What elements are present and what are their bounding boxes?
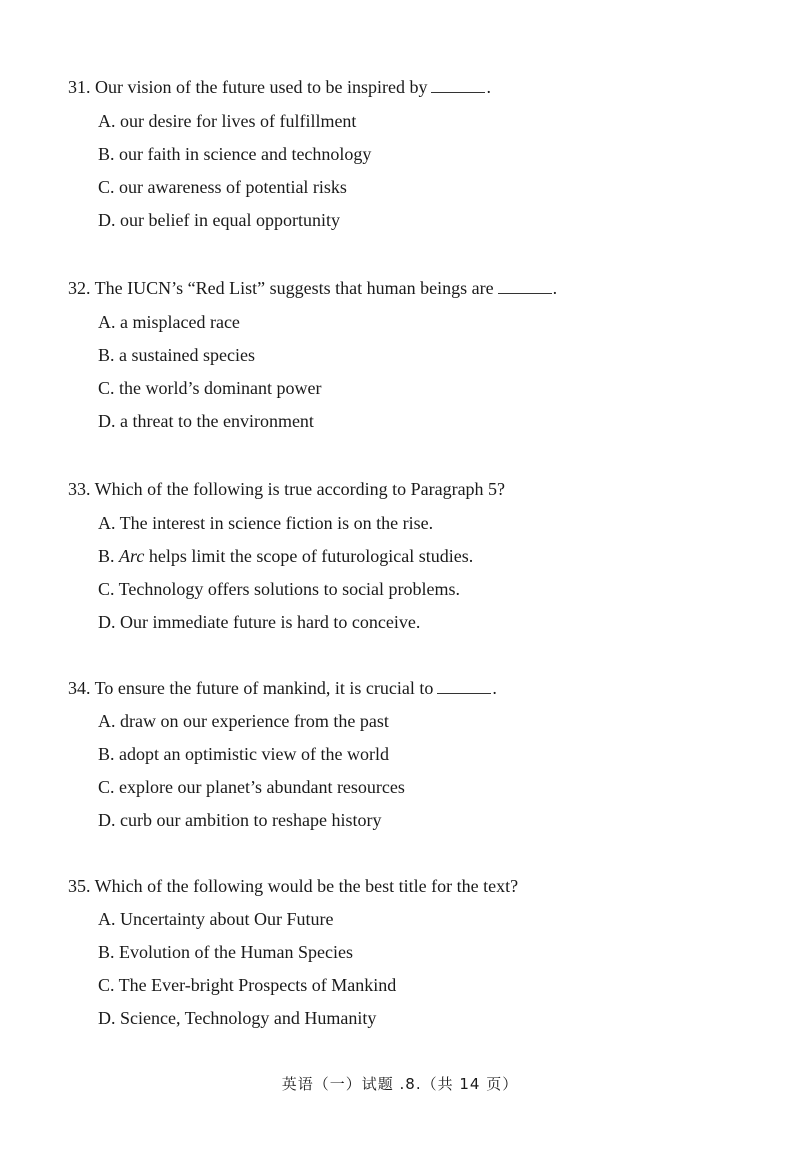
question-stem: 35. Which of the following would be the best title for the text? [68, 876, 519, 896]
question-stem [68, 678, 497, 698]
stem-end: . [552, 278, 558, 298]
stem-text: 34. To ensure the future of mankind, it is crucial to [68, 678, 434, 698]
option-a: A. The interest in science fiction is on the rise. [98, 513, 434, 533]
stem-text: 31. Our vision of the future used to be inspired by [68, 77, 428, 97]
option-letter: B. [98, 546, 120, 566]
option-a: A. Uncertainty about Our Future [98, 909, 334, 929]
option-c: C. explore our planet’s abundant resources [98, 777, 405, 797]
answer-blank [498, 279, 552, 294]
stem-end: . [486, 77, 491, 97]
option-d: D. Science, Technology and Humanity [98, 1008, 377, 1028]
option-c: C. The Ever-bright Prospects of Mankind [98, 975, 397, 995]
answer-blank [431, 78, 485, 93]
option-b: B. our faith in science and technology [98, 144, 372, 164]
option-b: B. adopt an optimistic view of the world [98, 744, 389, 764]
stem-text: 32. The IUCN’s “Red List” suggests that human beings are [68, 278, 494, 298]
option-d: D. our belief in equal opportunity [98, 210, 340, 230]
option-c: C. Technology offers solutions to social problems. [98, 579, 461, 599]
page-footer: 英语（一）试题 .8.（共 14 页） [281, 1075, 519, 1093]
option-text: helps limit the scope of futurological studies. [144, 546, 474, 566]
option-a: A. a misplaced race [98, 312, 240, 332]
option-c: C. the world’s dominant power [98, 378, 322, 398]
option-b [98, 546, 473, 566]
option-b: B. a sustained species [98, 345, 255, 365]
answer-blank [437, 679, 491, 694]
option-a: A. draw on our experience from the past [98, 711, 389, 731]
question-stem [68, 77, 491, 97]
option-a: A. our desire for lives of fulfillment [98, 111, 357, 131]
question-stem: 33. Which of the following is true according to Paragraph 5? [68, 479, 506, 499]
option-b: B. Evolution of the Human Species [98, 942, 353, 962]
question-stem [68, 278, 557, 298]
stem-end: . [492, 678, 497, 698]
option-c: C. our awareness of potential risks [98, 177, 347, 197]
option-d: D. a threat to the environment [98, 411, 314, 431]
option-d: D. curb our ambition to reshape history [98, 810, 382, 830]
option-d: D. Our immediate future is hard to conceive. [98, 612, 421, 632]
arc-title: Arc [119, 546, 145, 566]
